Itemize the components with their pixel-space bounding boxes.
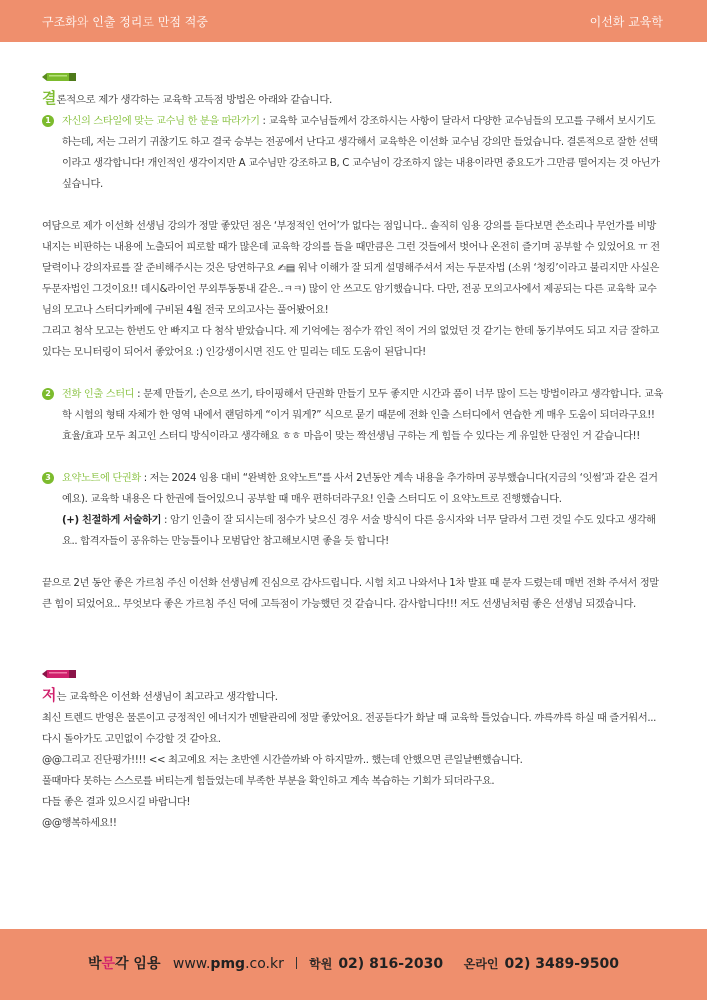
paragraph: 여담으로 제가 이선화 선생님 강의가 정말 좋았던 점은 ‘부정적인 언어’가 없다는 점입니다.. 솔직히 임용 강의를 듣다보면 쓴소리나 무언가를 비방 내지는 비판하는 내용에 노출되어 피로할 때가 많은데 교육학 강의를 들을 때만큼은 그런 것들에서 벗어나 온전히 즐기며 공부할 수 있었어요 ㅠ 전달력이나 강의자료를 잘 준비해주시는 것은 당연하구요 ✍▤ 워낙 이해가 잘 되게 설명해주셔서 저는 두문자법 (소위 ‘청킹’이라고 불리지만 사실은 두문자법인 그것이요!! 데시&라이언 무외투동통내 같은..ㅋㅋ) 많이 안 쓰고도 암기했습니다. 다만, 전공 모의고사에서 제공되는 다른 교육학 교수님의 모고나 스터디카페에 구비된 4월 전국 모의고사는 풀어봤어요! <box>42 221 660 316</box>
url-part: www. <box>172 956 211 972</box>
lead-initial: 결 <box>42 89 57 107</box>
tip-title: 자신의 스타일에 맞는 교수님 한 분을 따라가기 <box>62 116 260 127</box>
number-badge: 2 <box>42 388 54 400</box>
url-part: .co.kr <box>245 956 284 972</box>
header-brand: 이선화 교육학 <box>589 15 663 29</box>
review-line: @@그리고 진단평가!!!! << 최고예요 저는 초반엔 시간쓸까봐 아 하지말까.. 했는데 안했으면 큰일날뻔했습니다. <box>42 755 523 766</box>
publisher-logo <box>88 956 161 972</box>
review-line: 풀때마다 못하는 스스로를 버티는게 힘들었는데 부족한 부분을 확인하고 계속 복습하는 기회가 되더라구요. <box>42 776 495 787</box>
review-line: 다들 좋은 결과 있으시길 바랍니다! <box>42 797 191 808</box>
logo-part: 문 <box>101 956 116 972</box>
lead-text: 는 교육학은 이선화 선생님이 최고라고 생각합니다. <box>56 691 278 703</box>
section1-lead <box>42 88 666 111</box>
logo-part: 박 <box>87 956 102 972</box>
number-badge: 1 <box>42 115 54 127</box>
academy-label: 학원 <box>309 957 333 971</box>
website-link[interactable] <box>173 956 284 972</box>
slogan-part: 인출 정리 <box>92 15 143 29</box>
lead-initial: 저 <box>42 686 57 704</box>
paragraph: 그리고 첨삭 모고는 한번도 안 빠지고 다 첨삭 받았습니다. 제 기억에는 점수가 깎인 적이 거의 없었던 것 같기는 한데 동기부여도 되고 지금 잘하고 있다는 모니터링이 되어서 좋았어요 :) 인강생이시면 진도 안 밀리는 데도 도움이 된답니다! <box>42 326 659 358</box>
number-badge: 3 <box>42 472 54 484</box>
slogan-part: 와 <box>76 15 93 29</box>
review-line: @@행복하세요!! <box>42 818 117 829</box>
url-part: pmg <box>210 956 246 972</box>
tip-title: 요약노트에 단권화 <box>62 473 141 484</box>
tip-item-3 <box>42 468 666 552</box>
pink-pencil-icon <box>42 669 76 679</box>
header-bar <box>0 0 707 42</box>
online-phone: 02) 3489-9500 <box>504 956 620 972</box>
divider <box>296 957 297 969</box>
tip-title: 전화 인출 스터디 <box>62 389 135 400</box>
sub-tip-text: : 암기 인출이 잘 되시는데 점수가 낮으신 경우 서술 방식이 다른 응시자와 너무 달라서 그런 것일 수도 있다고 생각해요.. 합격자들이 공유하는 만능틀이나 모범답안 참고해보시면 좋을 듯 합니다! <box>62 515 656 547</box>
logo-part: 각 <box>115 956 129 972</box>
review-content <box>42 72 666 834</box>
green-pencil-icon <box>42 72 76 82</box>
review-line: 최신 트렌드 반영은 물론이고 긍정적인 에너지가 멘탈관리에 정말 좋았어요. 전공듣다가 화날 때 교육학 틀었습니다. 꺄륵꺄륵 하실 때 즐거워서... 다시 돌아가도 고민없이 수강할 것 같아요. <box>42 713 657 745</box>
slogan-part: 만점 적중 <box>157 15 208 29</box>
academy-phone: 02) 816-2030 <box>338 956 444 972</box>
footer-contact <box>0 953 707 973</box>
tip-item-2 <box>42 384 666 447</box>
tip-item-1 <box>42 111 666 195</box>
sub-tip-title: (+) 친절하게 서술하기 <box>62 515 162 526</box>
tip-text: : 저는 2024 임용 대비 “완벽한 요약노트”를 사서 2년동안 계속 내용을 추가하며 공부했습니다(지금의 ‘잇썸’과 같은 걸거예요). 교육학 내용은 다 한권에 들어있으니 공부할 때 매우 편하더라구요! 인출 스터디도 이 요약노트로 진행했습니다. <box>62 473 658 505</box>
online-label: 온라인 <box>463 957 499 971</box>
slogan-part: 구조화 <box>42 15 77 29</box>
header-slogan <box>42 13 208 30</box>
tip-text: : 문제 만들기, 손으로 쓰기, 타이핑해서 단권화 만들기 모두 좋지만 시간과 품이 너무 많이 드는 방법이라고 생각합니다. 교육학 시험의 형태 자체가 한 영역 내에서 랜덤하게 “이거 뭐게?” 식으로 묻기 때문에 전화 인출 스터디에서 연습한 게 매우 도움이 되더라구요!! 효율/효과 모두 최고인 스터디 방식이라고 생각해요 ㅎㅎ 마음이 맞는 짝선생님 구하는 게 힘들 수 있다는 게 유일한 단점인 거 같습니다!! <box>62 389 664 442</box>
closing-paragraph: 끝으로 2년 동안 좋은 가르침 주신 이선화 선생님께 진심으로 감사드립니다. 시험 치고 나와서나 1차 발표 때 문자 드렸는데 매번 전화 주셔서 정말 큰 힘이 되었어요.. 무엇보다 좋은 가르침 주신 덕에 고득점이 가능했던 것 같습니다. 감사합니다!!! 저도 선생님처럼 좋은 선생님 되겠습니다. <box>42 578 659 610</box>
lead-text: 론적으로 제가 생각하는 교육학 고득점 방법은 아래와 같습니다. <box>56 94 332 106</box>
slogan-part: 로 <box>142 15 158 29</box>
logo-part: 임용 <box>128 956 161 972</box>
footer-bar <box>0 929 707 1000</box>
section2-lead <box>42 685 666 708</box>
tip-text: : 교육학 교수님들께서 강조하시는 사항이 달라서 다양한 교수님들의 모고를 구해서 보시기도 하는데, 저는 그러기 귀찮기도 하고 결국 승부는 전공에서 난다고 생각해서 교육학은 이선화 교수님 강의만 들었습니다. 결론적으로 잘한 선택이라고 생각합니다! 개인적인 생각이지만 A 교수님만 강조하고 B, C 교수님이 강조하지 않는 내용이라면 중요도가 그만큼 떨어지는 것 아닌가 싶습니다. <box>62 116 660 190</box>
